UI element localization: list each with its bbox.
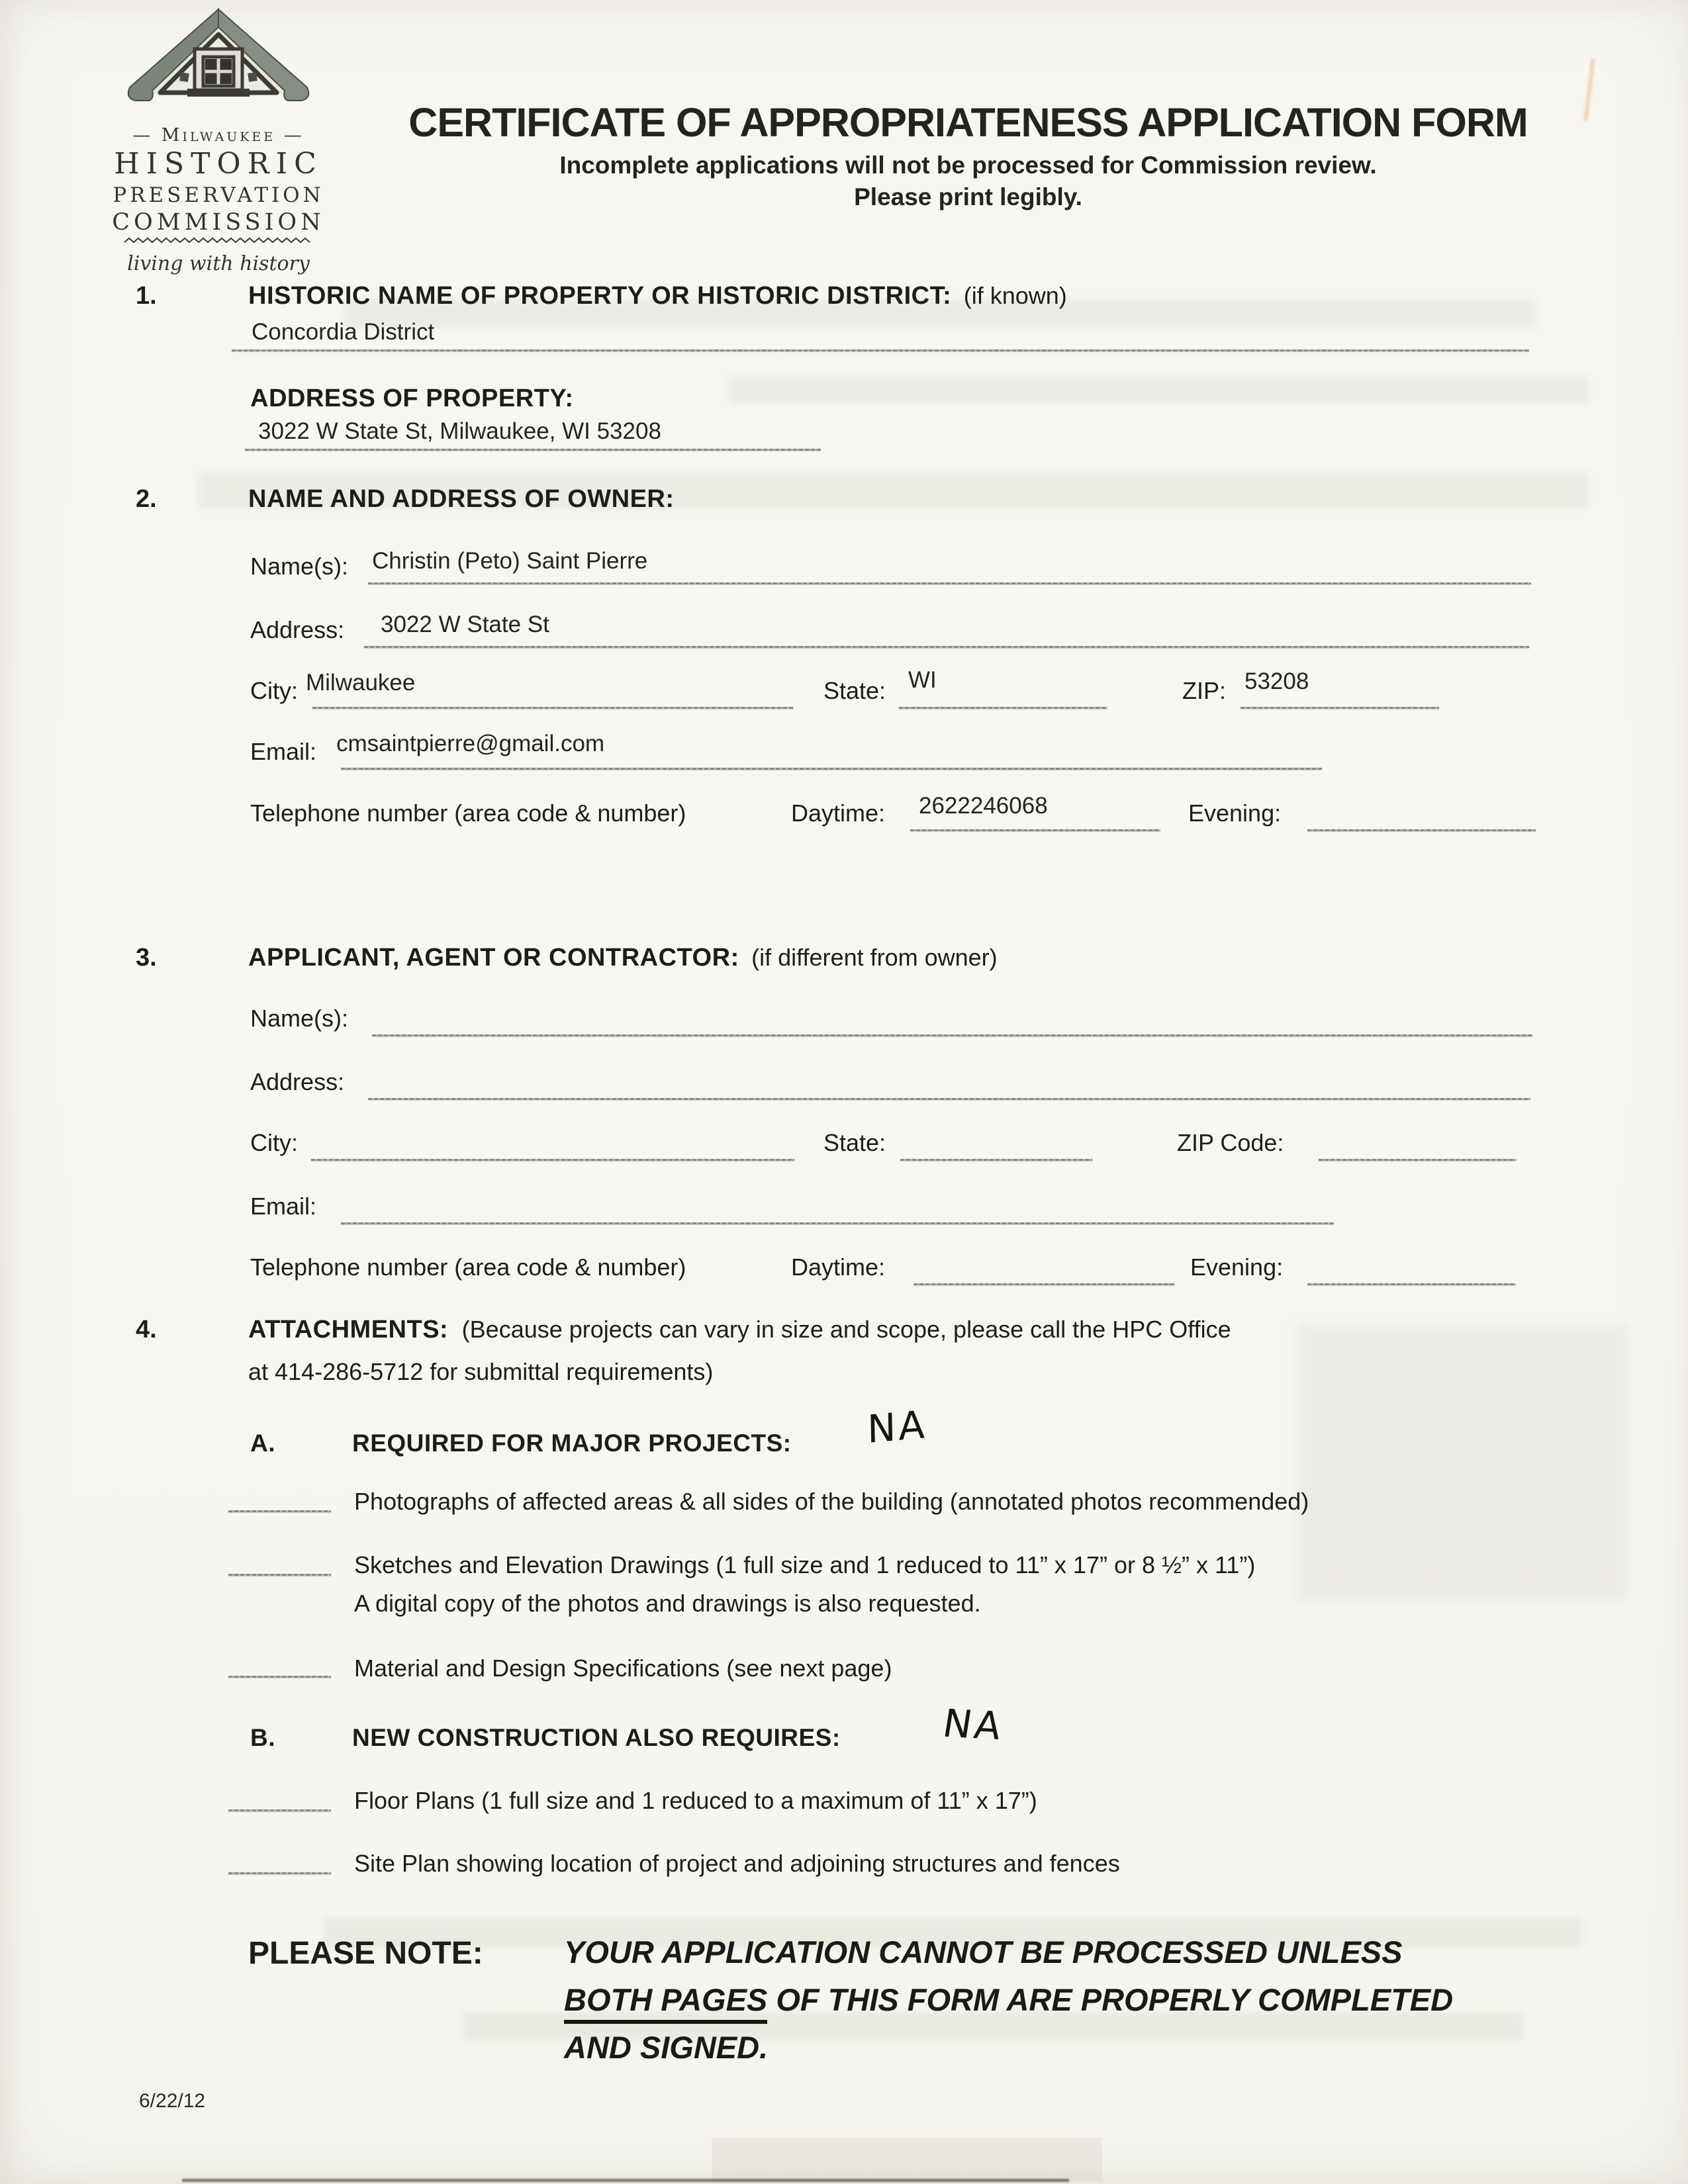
owner-zip-label: ZIP: xyxy=(1182,677,1227,704)
sub-b-letter: B. xyxy=(250,1724,275,1751)
applicant-phone-label: Telephone number (area code & number) xyxy=(250,1253,686,1281)
checklist-blank-line xyxy=(228,1809,331,1811)
section1-label-suffix: (if known) xyxy=(963,282,1067,309)
owner-email-blank-line xyxy=(341,768,1322,770)
footer-revision-date: 6/22/12 xyxy=(139,2090,206,2112)
section4-label-suffix-line2: at 414-286-5712 for submittal requirements) xyxy=(248,1358,714,1385)
form-subtitle-2: Please print legibly. xyxy=(854,183,1082,210)
attachment-item: Sketches and Elevation Drawings (1 full size and 1 reduced to 11” x 17” or 8 ½” x 11”) xyxy=(354,1551,1256,1578)
owner-email-label: Email: xyxy=(250,738,317,765)
form-subtitle-1: Incomplete applications will not be processed for Commission review. xyxy=(559,152,1377,179)
applicant-city-blank-line xyxy=(311,1159,794,1161)
bleed-through-artifact xyxy=(728,376,1589,404)
applicant-evening-label: Evening: xyxy=(1190,1253,1284,1281)
applicant-evening-blank-line xyxy=(1307,1283,1516,1285)
owner-address-value: 3022 W State St xyxy=(381,612,549,637)
owner-daytime-value: 2622246068 xyxy=(919,793,1048,819)
section4-label: ATTACHMENTS: xyxy=(248,1316,449,1343)
attachment-item: Material and Design Specifications (see next page) xyxy=(354,1655,892,1682)
applicant-email-blank-line xyxy=(341,1222,1334,1224)
owner-email-value: cmsaintpierre@gmail.com xyxy=(336,731,605,756)
scan-artifact xyxy=(182,2179,1069,2182)
note-line-2-rest: OF THIS FORM ARE PROPERLY COMPLETED xyxy=(767,1982,1454,2017)
checklist-blank-line xyxy=(228,1676,331,1678)
applicant-zip-label: ZIP Code: xyxy=(1177,1129,1284,1156)
note-both-pages-underlined: BOTH PAGES xyxy=(564,1982,767,2024)
sub-a-handwritten-na: NA xyxy=(867,1401,928,1453)
checklist-blank-line xyxy=(228,1574,331,1576)
owner-zip-blank-line xyxy=(1241,707,1439,709)
note-line-1: YOUR APPLICATION CANNOT BE PROCESSED UNLESS xyxy=(564,1934,1403,1970)
attachment-item: Photographs of affected areas & all sides of the building (annotated photos recommended) xyxy=(354,1488,1309,1515)
section1-label: HISTORIC NAME OF PROPERTY OR HISTORIC DISTRICT: xyxy=(248,282,952,310)
section4-label-suffix-line1: (Because projects can vary in size and scope, please call the HPC Office xyxy=(461,1316,1231,1343)
applicant-city-label: City: xyxy=(250,1129,298,1156)
property-address-label: ADDRESS OF PROPERTY: xyxy=(250,385,574,412)
owner-city-blank-line xyxy=(312,707,793,709)
checklist-blank-line xyxy=(228,1872,331,1874)
applicant-email-label: Email: xyxy=(250,1193,317,1220)
owner-state-value: WI xyxy=(908,667,937,693)
section4-number: 4. xyxy=(136,1316,157,1343)
note-line-2 xyxy=(564,1981,1453,2018)
logo-preservation-text: PRESERVATION xyxy=(113,183,324,207)
sub-b-label: NEW CONSTRUCTION ALSO REQUIRES: xyxy=(352,1724,841,1751)
please-note-label: PLEASE NOTE: xyxy=(248,1936,483,1971)
form-title: CERTIFICATE OF APPROPRIATENESS APPLICATION FORM xyxy=(408,100,1528,145)
form-header xyxy=(248,99,1688,211)
section2-label: NAME AND ADDRESS OF OWNER: xyxy=(248,485,675,513)
applicant-daytime-blank-line xyxy=(914,1283,1175,1285)
attachment-item: Floor Plans (1 full size and 1 reduced to a maximum of 11” x 17”) xyxy=(354,1787,1037,1814)
owner-phone-label: Telephone number (area code & number) xyxy=(250,799,686,827)
sub-b-handwritten-na: NA xyxy=(939,1700,1008,1749)
owner-address-label: Address: xyxy=(250,616,345,643)
owner-name-value: Christin (Peto) Saint Pierre xyxy=(372,548,648,574)
logo-divider-squiggle xyxy=(119,236,318,245)
applicant-state-label: State: xyxy=(823,1129,886,1156)
property-address-blank-line xyxy=(245,449,821,451)
applicant-address-blank-line xyxy=(368,1098,1530,1100)
applicant-daytime-label: Daytime: xyxy=(791,1253,886,1281)
owner-daytime-blank-line xyxy=(910,829,1160,831)
section1-number: 1. xyxy=(136,282,157,310)
section3-label: APPLICANT, AGENT OR CONTRACTOR: xyxy=(248,944,739,972)
attachment-item-continued: A digital copy of the photos and drawings is also requested. xyxy=(354,1590,981,1617)
owner-name-label: Name(s): xyxy=(250,553,349,580)
property-address-value: 3022 W State St, Milwaukee, WI 53208 xyxy=(258,418,661,444)
owner-city-value: Milwaukee xyxy=(306,670,416,696)
owner-zip-value: 53208 xyxy=(1244,668,1309,694)
scan-artifact xyxy=(712,2138,1102,2181)
logo-commission-text: COMMISSION xyxy=(112,209,325,236)
section3-number: 3. xyxy=(136,944,157,972)
owner-evening-label: Evening: xyxy=(1188,799,1282,827)
owner-daytime-label: Daytime: xyxy=(791,799,886,827)
section2-number: 2. xyxy=(136,485,157,513)
historic-name-value: Concordia District xyxy=(252,319,435,345)
owner-state-blank-line xyxy=(899,707,1107,709)
bleed-through-artifact xyxy=(1297,1324,1628,1602)
attachment-item: Site Plan showing location of project and adjoining structures and fences xyxy=(354,1850,1120,1877)
logo-milwaukee-text: — Milwaukee — xyxy=(132,125,305,146)
logo-tagline: living with history xyxy=(127,252,310,275)
owner-city-label: City: xyxy=(250,677,298,704)
historic-name-blank-line xyxy=(232,349,1529,351)
note-line-3: AND SIGNED. xyxy=(564,2030,769,2065)
sub-a-letter: A. xyxy=(250,1430,275,1457)
owner-address-blank-line xyxy=(364,646,1529,648)
logo-historic-text: HISTORIC xyxy=(114,147,323,181)
applicant-name-label: Name(s): xyxy=(250,1005,349,1032)
checklist-blank-line xyxy=(228,1510,331,1512)
owner-name-blank-line xyxy=(368,582,1531,584)
owner-state-label: State: xyxy=(823,677,886,704)
applicant-zip-blank-line xyxy=(1319,1159,1516,1161)
applicant-address-label: Address: xyxy=(250,1068,345,1095)
applicant-name-blank-line xyxy=(372,1034,1532,1036)
section3-label-suffix: (if different from owner) xyxy=(751,944,998,971)
owner-evening-blank-line xyxy=(1307,829,1536,831)
applicant-state-blank-line xyxy=(900,1159,1092,1161)
sub-a-label: REQUIRED FOR MAJOR PROJECTS: xyxy=(352,1430,792,1457)
